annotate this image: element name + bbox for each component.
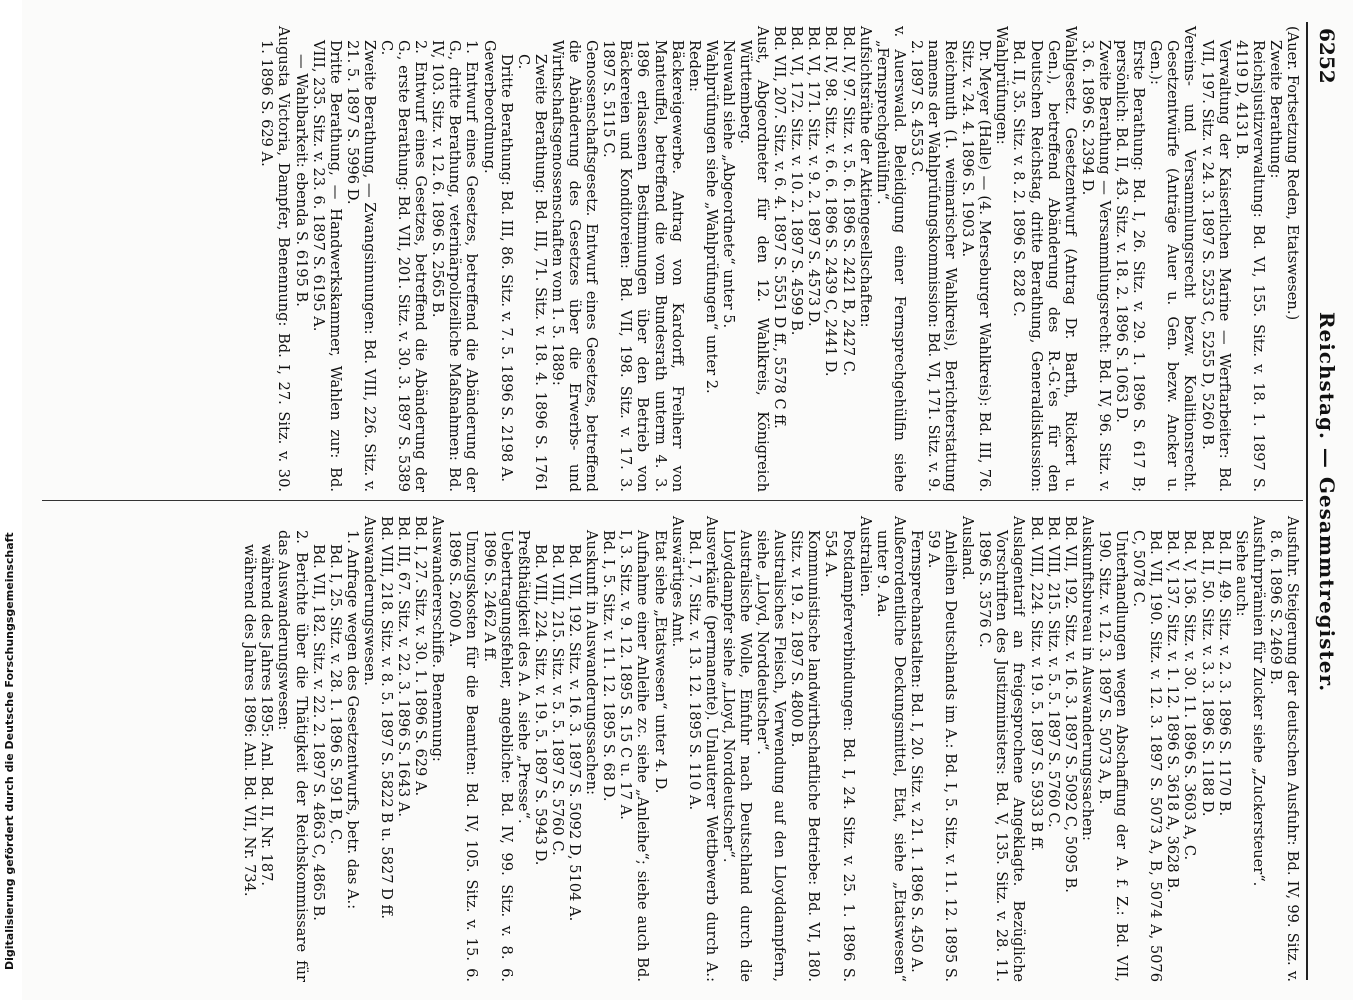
index-entry: Auskunftsbureau in Auswanderungssachen:	[1078, 516, 1096, 841]
index-entry: Bd. VIII, 215. Sitz. v. 5. 5. 1897 S. 5760 C.	[548, 544, 566, 856]
index-entry: Wahlprüfungen siehe „Wahlprüfungen“ unter 2.	[702, 40, 720, 394]
index-entry: Aufnahme einer Anleihe zc. siehe „Anleihe“; siehe auch Bd. I, 3. Sitz. v. 9. 12. 1895 S. 15 C u. 17 A.	[617, 530, 652, 982]
index-entry: Bd. VIII, 224. Sitz. v. 19. 5. 1897 S. 5933 B ff.	[1027, 516, 1045, 852]
index-entry: Bd. VI, 172. Sitz. v. 10. 2. 1897 S. 4599 B.	[788, 26, 806, 336]
index-entry: Auslagentarif an freigesprochene Angeklagte. Bezügliche Vorschriften des Justizministers: Bd. V, 135. Sitz. v. 28. 11. 1896 S. 3576 C.	[976, 516, 1028, 982]
index-entry: Bd. VII, 190. Sitz. v. 12. 3. 1897 S. 5073 A, B, 5074 A, 5076 C, 5078 C.	[1130, 530, 1165, 982]
index-entry: Ausland.	[959, 516, 977, 581]
index-entry: Zweite Berathung, — Zwangsinnungen: Bd. VIII, 226. Sitz. v. 21. 5. 1897 S. 5996 D.	[343, 40, 378, 492]
page-header	[1311, 28, 1341, 976]
index-entry: Bd. VIII, 224. Sitz. v. 19. 5. 1897 S. 5943 D.	[531, 544, 549, 866]
index-entry: Ausverkäufe (permanente). Unlauterer Wettbewerb durch A.: Bd. I, 7. Sitz. v. 13. 12. 1895 S. 110 A.	[685, 516, 720, 982]
index-entry: Bd. V, 136. Sitz. v. 30. 11. 1896 S. 3603 A, C.	[1181, 530, 1199, 861]
index-entry: Dritte Berathung, — Handwerkskammer, Wahlen zur: Bd. VIII, 235. Sitz. v. 23. 6. 1897 S. 6195 A.	[309, 40, 344, 492]
index-entry: Ausfuhr. Steigerung der deutschen Ausfuhr: Bd. IV, 99. Sitz. v. 8. 6. 1896 S. 2469 B.	[1266, 516, 1301, 982]
index-entry: Siehe auch:	[1232, 530, 1250, 617]
index-entry: Bd. VII, 192. Sitz. v. 16. 3. 1897 S. 5092 D, 5104 A.	[566, 544, 584, 922]
index-entry: Genossenschaftsgesetz. Entwurf eines Gesetzes, betreffend die Abänderung des Gesetzes über die Erwerbs- und Wirthschaftsgenossenschaften vom 1. 5. 1889:	[548, 40, 601, 492]
index-entry: Australisches Fleisch, Verwendung auf den Lloyddampfern, siehe „Lloyd, Norddeutscher“.	[754, 530, 789, 982]
index-entry: Bd. II, 50. Sitz. v. 3. 3. 1896 S. 1188 D.	[1198, 530, 1216, 817]
credit-strip	[0, 0, 22, 1000]
index-entry: während des Jahres 1895: Anl. Bd. II, Nr. 187.	[258, 544, 276, 887]
index-entry: während des Jahres 1896: Anl. Bd. VII, Nr. 734.	[241, 544, 259, 897]
index-entry: Bd. I, 25. Sitz. v. 28. 1. 1896 S. 591 B, C.	[326, 544, 344, 845]
header-rule	[1306, 22, 1308, 980]
index-entry: Neuwahl siehe „Abgeordnete“ unter 5.	[719, 40, 737, 329]
page-title: Reichstag. — Gesammtregister.	[1315, 311, 1339, 693]
scanned-page	[22, 0, 1353, 1000]
index-entry: Australien.	[856, 516, 874, 597]
index-entry: Verwaltung der Kaiserlichen Marine — Werftarbeiter: Bd. VII, 197. Sitz. v. 24. 3. 1897 S. 5253 C, 5255 D, 5260 B.	[1198, 40, 1233, 492]
index-entry: Reichmuth (1. weimarischer Wahlkreis), Berichterstattung namens der Wahlprüfungskommission: Bd. VI, 171. Sitz. v. 9. 2. 1897 S. 4553 C.	[907, 40, 960, 492]
index-entry: Umzugskosten für die Beamten: Bd. IV, 105. Sitz. v. 15. 6. 1896 S. 2600 A.	[446, 530, 481, 982]
index-entry: Auswärtiges Amt.	[668, 516, 686, 648]
index-entry: Bd. VII, 182. Sitz. v. 22. 2. 1897 S. 4863 C, 4865 B.	[309, 544, 327, 921]
index-entry: Ausfuhrprämien für Zucker siehe „Zuckersteuer“.	[1249, 516, 1267, 887]
index-entry: Wahlprüfungen:	[993, 26, 1011, 145]
right-column	[241, 516, 1301, 982]
index-entry: Postdampferverbindungen: Bd. I, 24. Sitz. v. 25. 1. 1896 S. 554 A.	[822, 530, 857, 982]
index-entry: (Auer. Fortsetzung Reden, Etatswesen.)	[1284, 26, 1301, 321]
index-entry: 2. Berichte über die Thätigkeit der Reichskommissare für das Auswanderungswesen:	[275, 530, 310, 982]
index-entry: Zweite Berathung: Bd. III, 71. Sitz. v. 18. 4. 1896 S. 1761 C.	[514, 54, 549, 492]
index-entry: Unterhandlungen wegen Abschaffung der A. f. Z.: Bd. VII, 190. Sitz. v. 12. 3. 1897 S. 5073 A, B.	[1095, 530, 1131, 982]
index-entry: Uebertragungsfehler, angebliche: Bd. IV, 99. Sitz. v. 8. 6. 1896 S. 2462 A ff.	[480, 530, 515, 982]
index-entry: Bd. VIII, 218. Sitz. v. 8. 5. 1897 S. 5822 B u. 5827 D ff.	[378, 516, 396, 919]
index-entry: Zweite Berathung — Versammlungsrecht: Bd. IV, 96. Sitz. v. 3. 6. 1896 S. 2394 D.	[1078, 40, 1113, 492]
index-entry: Bd. VI, 171. Sitz. v. 9. 2. 1897 S. 4573 D.	[805, 26, 823, 327]
index-entry: Bd. I, 27. Sitz. v. 30. 1. 1896 S. 629 A.	[412, 516, 430, 797]
index-entry: Außerordentliche Deckungsmittel, Etat, siehe „Etatswesen“ unter 9. Aa.	[873, 516, 908, 982]
index-entry: Auswanderungswesen.	[360, 516, 378, 686]
index-entry: Reichsjustizverwaltung: Bd. VI, 155. Sitz. v. 18. 1. 1897 S. 4119 D, 4131 B.	[1232, 40, 1267, 492]
index-entry: Bd. V, 137. Sitz. v. 1. 12. 1896 S. 3618 A, 3628 B.	[1164, 530, 1182, 893]
index-entry: Dr. Meyer (Halle) — (4. Merseburger Wahlkreis): Bd. III, 76. Sitz. v. 24. 4. 1896 S. 1903 A.	[959, 40, 994, 492]
index-entry: Bd. IV, 97. Sitz. v. 5. 6. 1896 S. 2421 B, 2427 C.	[839, 26, 857, 377]
index-entry: Bd. IV, 98. Sitz. v. 6. 6. 1896 S. 2439 C, 2441 D.	[822, 26, 840, 377]
index-entry: Bd. III, 67. Sitz. v. 22. 3. 1896 S. 1643 A.	[395, 516, 413, 817]
index-entry: Bd. VII, 192. Sitz. v. 16. 3. 1897 S. 5092 C, 5095 B.	[1061, 516, 1079, 893]
rotated-page-content	[22, 0, 1353, 1000]
index-entry: 1. Entwurf eines Gesetzes, betreffend die Abänderung der G., dritte Berathung, veterinärpolizeiliche Maßnahmen: Bd. IV, 103. Sitz. v. 12. 6. 1896 S. 2565 B.	[429, 40, 481, 492]
index-entry: Etat siehe „Etatswesen“ unter 4. D.	[651, 530, 669, 794]
left-column	[258, 26, 1301, 492]
index-entry: Zweite Berathung:	[1266, 40, 1284, 179]
index-entry: Augusta Victoria, Dampfer, Benennung: Bd. I, 27. Sitz. v. 30. 1. 1896 S. 629 A.	[258, 26, 293, 492]
index-entry: Bd. VIII, 215. Sitz. v. 5. 5. 1897 S. 5760 C.	[1044, 516, 1062, 828]
index-entry: Anleihen Deutschlands im A.: Bd. I, 5. Sitz. v. 11. 12. 1895 S. 59 A.	[925, 530, 960, 982]
index-entry: Kommunistische landwirthschaftliche Betriebe: Bd. VI, 180. Sitz. v. 19. 2. 1897 S. 4800 B.	[788, 530, 823, 982]
index-entry: Gewerbeordnung.	[480, 40, 498, 174]
index-entry: Aufsichtsräthe der Aktiengesellschaften:	[856, 26, 874, 328]
index-entry: Vereins- und Versammlungsrecht bezw. Koalitionsrecht. Gesetzentwürfe (Anträge Auer u. Gen. bezw. Ancker u. Gen.):	[1147, 26, 1199, 492]
index-entry: v. Auerswald. Beleidigung einer Fernsprechgehülfin siehe „Fernsprechgehülfin“.	[873, 26, 908, 492]
column-divider	[42, 500, 1303, 501]
index-entry: Fernsprechanstalten: Bd. I, 20. Sitz. v. 21. 1. 1896 S. 450 A.	[907, 530, 925, 973]
index-entry: Bäckereigewerbe. Antrag von Kardorff, Freiherr von Manteuffel, betreffend die vom Bundesrath unterm 4. 3. 1896 erlassenen Bestimmungen über den Betrieb von Bäckereien und Konditoreien: Bd. VII, 198. Sitz. v. 17. 3. 1897 S. 5115 C.	[600, 40, 686, 492]
index-entry: Aust, Abgeordneter für den 12. Wahlkreis, Königreich Württemberg.	[737, 26, 772, 492]
index-entry: Australische Wolle, Einfuhr nach Deutschland durch die Lloyddampfer siehe „Lloyd, Norddeutscher“.	[719, 530, 754, 982]
index-entry: Dritte Berathung: Bd. III, 86. Sitz. v. 7. 5. 1896 S. 2198 A.	[497, 54, 515, 483]
index-entry: Wahlgesetz. Gesetzentwurf (Antrag Dr. Barth, Rickert u. Gen.), betreffend Abänderung des R.-G.'es für den Deutschen Reichstag, dritte Berathung, Generaldiskussion: Bd. II, 35. Sitz. v. 8. 2. 1896 S. 828 C.	[1010, 26, 1079, 492]
index-entry: 2. Entwurf eines Gesetzes, betreffend die Abänderung der G., erste Berathung: Bd. VII, 201. Sitz. v. 30. 3. 1897 S. 5389 C.	[378, 40, 430, 492]
index-entry: Bd. VII, 207. Sitz. v. 6. 4. 1897 S. 5551 D ff., 5578 C ff.	[771, 26, 789, 429]
page-number: 6252	[1315, 28, 1339, 84]
index-entry: 1. Anfrage wegen des Gesetzentwurfs, betr. das A.:	[343, 530, 361, 910]
index-entry: Erste Berathung: Bd. I, 26. Sitz. v. 29. 1. 1896 S. 617 B; persönlich: Bd. II, 43. Sitz. v. 18. 2. 1896 S. 1063 D.	[1113, 40, 1148, 492]
index-entry: Auswandererschiffe. Benennung:	[429, 516, 447, 762]
index-entry: Bd. II, 49. Sitz. v. 2. 3. 1896 S. 1170 B.	[1215, 530, 1233, 817]
index-entry: Reden:	[685, 40, 703, 92]
funding-credit: Digitalisierung gefördert durch die Deutsche Forschungsgemeinschaft	[3, 532, 16, 970]
index-entry: Preßthätigkeit des A. A. siehe „Presse“.	[514, 530, 532, 824]
index-entry: Auskunft in Auswanderungssachen:	[583, 530, 601, 795]
index-entry: Bd. I, 5. Sitz. v. 11. 12. 1895 S. 68 D.	[600, 530, 618, 802]
index-entry: — Wahlbarkeit: ebenda S. 6195 B.	[292, 54, 310, 307]
